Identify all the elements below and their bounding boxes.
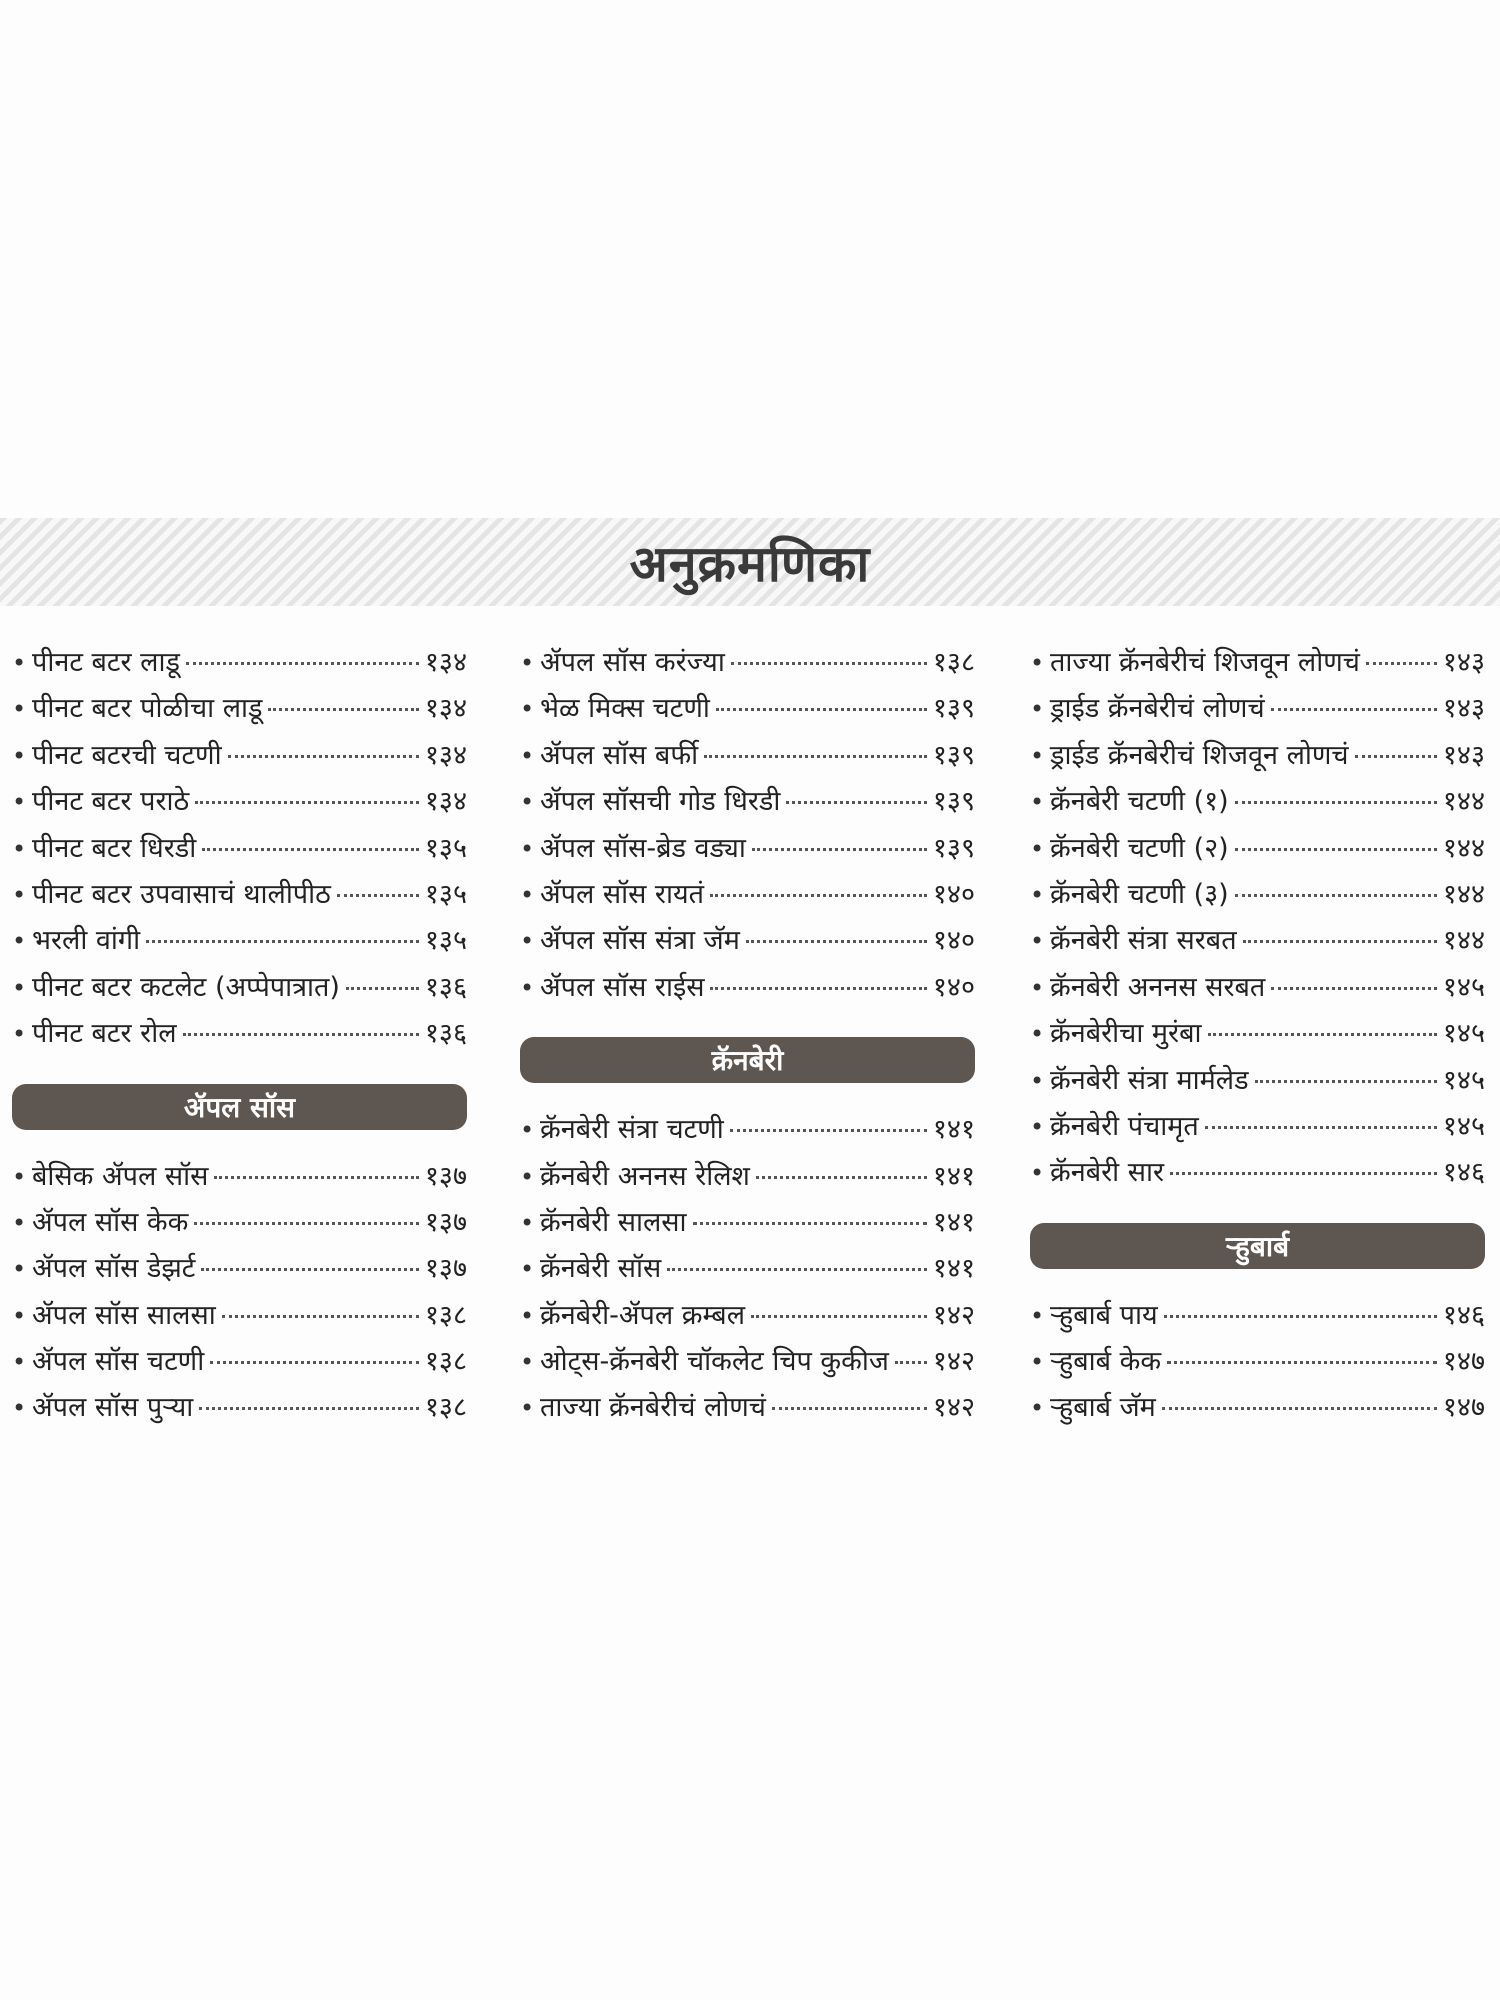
bullet-icon: • <box>1030 1348 1045 1377</box>
dot-leader <box>186 662 419 665</box>
dot-leader <box>756 1176 927 1179</box>
dot-leader <box>667 1268 927 1271</box>
bullet-icon: • <box>520 741 535 770</box>
entry-page-number: १४१ <box>932 1206 975 1238</box>
bullet-icon: • <box>12 741 27 770</box>
dot-leader <box>1235 848 1437 851</box>
dot-leader <box>1235 894 1437 897</box>
entry-name: क्रॅनबेरी सार <box>1050 1157 1165 1189</box>
bullet-icon: • <box>520 695 535 724</box>
bullet-icon: • <box>12 1301 27 1330</box>
dot-leader <box>751 1315 927 1318</box>
dot-leader <box>1243 940 1437 943</box>
index-entry[interactable] <box>1030 1011 1485 1057</box>
entry-name: क्रॅनबेरी अननस सरबत <box>1050 971 1266 1003</box>
entry-name: पीनट बटर कटलेट (अप्पेपात्रात) <box>32 971 340 1003</box>
index-entry[interactable] <box>520 1385 975 1431</box>
index-entry[interactable] <box>520 1107 975 1153</box>
index-entry[interactable] <box>520 1154 975 1200</box>
bullet-icon: • <box>520 973 535 1002</box>
bullet-icon: • <box>1030 1394 1045 1423</box>
index-entry[interactable] <box>1030 686 1485 732</box>
index-entry[interactable] <box>12 1293 467 1339</box>
index-entry[interactable] <box>520 686 975 732</box>
entry-page-number: १३६ <box>424 1018 467 1050</box>
entry-name: पीनट बटर धिरडी <box>32 832 197 864</box>
index-entry[interactable] <box>12 640 467 686</box>
entry-name: क्रॅनबेरी संत्रा सरबत <box>1050 925 1237 957</box>
dot-leader <box>1271 987 1437 990</box>
bullet-icon: • <box>12 880 27 909</box>
bullet-icon: • <box>12 973 27 1002</box>
entry-list <box>520 640 975 1011</box>
bullet-icon: • <box>520 1162 535 1191</box>
dot-leader <box>772 1407 927 1410</box>
index-entry[interactable] <box>12 1011 467 1057</box>
entry-name: क्रॅनबेरी अननस रेलिश <box>540 1160 750 1192</box>
bullet-icon: • <box>1030 1159 1045 1188</box>
section-heading: ऱ्हुबार्ब <box>1030 1223 1485 1269</box>
entry-name: भरली वांगी <box>32 925 141 957</box>
dot-leader <box>730 1129 927 1132</box>
dot-leader <box>1164 1315 1437 1318</box>
dot-leader <box>1271 708 1437 711</box>
dot-leader <box>199 1407 419 1410</box>
entry-page-number: १४५ <box>1442 1018 1485 1050</box>
bullet-icon: • <box>12 1020 27 1049</box>
index-column-1 <box>12 640 467 1432</box>
entry-page-number: १४१ <box>932 1114 975 1146</box>
index-entry[interactable] <box>12 918 467 964</box>
entry-page-number: १३४ <box>424 693 467 725</box>
entry-name: क्रॅनबेरी संत्रा चटणी <box>540 1114 724 1146</box>
dot-leader <box>693 1222 927 1225</box>
index-entry[interactable] <box>1030 1293 1485 1339</box>
entry-page-number: १३८ <box>932 647 975 678</box>
entry-name: ॲपल सॉस बर्फी <box>540 739 699 771</box>
bullet-icon: • <box>1030 1020 1045 1049</box>
bullet-icon: • <box>1030 1301 1045 1330</box>
bullet-icon: • <box>12 1208 27 1237</box>
dot-leader <box>222 1315 419 1318</box>
bullet-icon: • <box>12 834 27 863</box>
index-entry[interactable] <box>520 872 975 918</box>
index-entry[interactable] <box>12 1246 467 1292</box>
entry-page-number: १३५ <box>424 832 467 864</box>
bullet-icon: • <box>520 927 535 956</box>
dot-leader <box>710 987 926 990</box>
index-entry[interactable] <box>520 640 975 686</box>
dot-leader <box>786 801 927 804</box>
index-entry[interactable] <box>12 872 467 918</box>
entry-list <box>12 1154 467 1432</box>
dot-leader <box>1208 1033 1437 1036</box>
entry-page-number: १४४ <box>1442 786 1485 818</box>
entry-list <box>12 640 467 1058</box>
entry-name: ॲपल सॉस संत्रा जॅम <box>540 925 740 957</box>
dot-leader <box>746 940 927 943</box>
entry-name: ॲपल सॉसची गोड धिरडी <box>540 786 781 818</box>
index-column-3 <box>1030 640 1485 1432</box>
entry-page-number: १३९ <box>932 693 975 725</box>
entry-name: क्रॅनबेरी-ॲपल क्रम्बल <box>540 1299 746 1331</box>
index-entry[interactable] <box>12 1339 467 1385</box>
entry-page-number: १४४ <box>1442 832 1485 864</box>
entry-name: क्रॅनबेरी सालसा <box>540 1206 687 1238</box>
dot-leader <box>202 848 419 851</box>
bullet-icon: • <box>520 880 535 909</box>
index-entry[interactable] <box>1030 1104 1485 1150</box>
index-entry[interactable] <box>1030 826 1485 872</box>
entry-name: ड्राईड क्रॅनबेरीचं लोणचं <box>1050 693 1265 725</box>
entry-page-number: १३७ <box>424 1253 467 1285</box>
entry-page-number: १३८ <box>424 1346 467 1378</box>
entry-name: ऱ्हुबार्ब पाय <box>1050 1299 1158 1331</box>
entry-name: ॲपल सॉस करंज्या <box>540 647 725 678</box>
dot-leader <box>710 894 927 897</box>
entry-name: क्रॅनबेरीचा मुरंबा <box>1050 1018 1202 1050</box>
entry-name: ॲपल सॉस-ब्रेड वड्या <box>540 832 746 864</box>
entry-list <box>1030 1293 1485 1432</box>
index-entry[interactable] <box>12 1200 467 1246</box>
entry-name: ॲपल सॉस सालसा <box>32 1299 216 1331</box>
dot-leader <box>214 1176 419 1179</box>
dot-leader <box>752 848 927 851</box>
index-entry[interactable] <box>520 1339 975 1385</box>
entry-page-number: १३९ <box>932 832 975 864</box>
bullet-icon: • <box>12 927 27 956</box>
entry-page-number: १३४ <box>424 786 467 818</box>
dot-leader <box>716 708 927 711</box>
index-entry[interactable] <box>520 779 975 825</box>
dot-leader <box>1167 1361 1437 1364</box>
entry-name: ॲपल सॉस डेझर्ट <box>32 1253 196 1285</box>
dot-leader <box>201 1268 418 1271</box>
entry-list <box>1030 640 1485 1197</box>
dot-leader <box>1162 1407 1437 1410</box>
dot-leader <box>731 662 927 665</box>
entry-page-number: १३५ <box>424 925 467 957</box>
index-entry[interactable] <box>1030 1339 1485 1385</box>
entry-page-number: १४४ <box>1442 925 1485 957</box>
entry-page-number: १४५ <box>1442 971 1485 1003</box>
bullet-icon: • <box>1030 1066 1045 1095</box>
entry-name: पीनट बटर पोळीचा लाडू <box>32 693 263 725</box>
bullet-icon: • <box>1030 741 1045 770</box>
index-entry[interactable] <box>1030 918 1485 964</box>
index-entry[interactable] <box>520 1246 975 1292</box>
dot-leader <box>183 1033 419 1036</box>
entry-page-number: १३७ <box>424 1206 467 1238</box>
entry-page-number: १३५ <box>424 878 467 910</box>
entry-name: ॲपल सॉस केक <box>32 1206 189 1238</box>
entry-page-number: १३९ <box>932 739 975 771</box>
entry-page-number: १४१ <box>932 1253 975 1285</box>
dot-leader <box>210 1361 419 1364</box>
dot-leader <box>704 755 927 758</box>
entry-page-number: १३४ <box>424 647 467 678</box>
bullet-icon: • <box>520 788 535 817</box>
dot-leader <box>146 940 419 943</box>
entry-name: ऱ्हुबार्ब जॅम <box>1050 1392 1156 1424</box>
bullet-icon: • <box>1030 973 1045 1002</box>
dot-leader <box>1205 1126 1437 1129</box>
index-entry[interactable] <box>12 1154 467 1200</box>
bullet-icon: • <box>520 1116 535 1145</box>
index-column-2 <box>520 640 975 1432</box>
dot-leader <box>195 801 419 804</box>
entry-name: भेळ मिक्स चटणी <box>540 693 710 725</box>
bullet-icon: • <box>1030 1112 1045 1141</box>
entry-name: ताज्या क्रॅनबेरीचं शिजवून लोणचं <box>1050 647 1360 678</box>
bullet-icon: • <box>12 649 27 677</box>
entry-page-number: १४५ <box>1442 1110 1485 1142</box>
entry-name: क्रॅनबेरी संत्रा मार्मलेड <box>1050 1064 1249 1096</box>
entry-name: पीनट बटरची चटणी <box>32 739 222 771</box>
entry-page-number: १४७ <box>1442 1346 1485 1378</box>
entry-page-number: १४३ <box>1442 693 1485 725</box>
entry-page-number: १४६ <box>1442 1157 1485 1189</box>
bullet-icon: • <box>520 1348 535 1377</box>
entry-name: क्रॅनबेरी चटणी (३) <box>1050 878 1229 910</box>
entry-name: क्रॅनबेरी सॉस <box>540 1253 662 1285</box>
entry-page-number: १३४ <box>424 739 467 771</box>
index-entry[interactable] <box>1030 733 1485 779</box>
index-entry[interactable] <box>1030 1150 1485 1196</box>
entry-page-number: १४५ <box>1442 1064 1485 1096</box>
entry-page-number: १४७ <box>1442 1392 1485 1424</box>
index-entry[interactable] <box>12 965 467 1011</box>
bullet-icon: • <box>520 1255 535 1284</box>
entry-name: पीनट बटर लाडू <box>32 647 180 678</box>
bullet-icon: • <box>12 1394 27 1423</box>
entry-name: ताज्या क्रॅनबेरीचं लोणचं <box>540 1392 766 1424</box>
index-entry[interactable] <box>1030 1058 1485 1104</box>
entry-name: ड्राईड क्रॅनबेरीचं शिजवून लोणचं <box>1050 739 1349 771</box>
bullet-icon: • <box>1030 788 1045 817</box>
entry-page-number: १४२ <box>932 1392 975 1424</box>
entry-page-number: १३८ <box>424 1299 467 1331</box>
index-entry[interactable] <box>1030 640 1485 686</box>
entry-page-number: १४० <box>932 925 975 957</box>
dot-leader <box>194 1222 418 1225</box>
entry-name: ऱ्हुबार्ब केक <box>1050 1346 1162 1378</box>
bullet-icon: • <box>12 1348 27 1377</box>
index-entry[interactable] <box>520 1293 975 1339</box>
page-title: अनुक्रमणिका <box>629 535 871 593</box>
dot-leader <box>268 708 418 711</box>
bullet-icon: • <box>520 834 535 863</box>
entry-list <box>520 1107 975 1432</box>
entry-name: ओट्स-क्रॅनबेरी चॉकलेट चिप कुकीज <box>540 1346 889 1378</box>
entry-page-number: १३७ <box>424 1160 467 1192</box>
index-entry[interactable] <box>520 1200 975 1246</box>
section-heading: क्रॅनबेरी <box>520 1037 975 1083</box>
entry-page-number: १३८ <box>424 1392 467 1424</box>
entry-name: क्रॅनबेरी चटणी (१) <box>1050 786 1229 818</box>
index-entry[interactable] <box>1030 1385 1485 1431</box>
bullet-icon: • <box>12 1255 27 1284</box>
index-entry[interactable] <box>1030 779 1485 825</box>
dot-leader <box>337 894 419 897</box>
entry-page-number: १४३ <box>1442 739 1485 771</box>
dot-leader <box>1366 662 1437 665</box>
entry-name: पीनट बटर उपवासाचं थालीपीठ <box>32 878 331 910</box>
entry-name: ॲपल सॉस राईस <box>540 971 705 1003</box>
dot-leader <box>1170 1172 1437 1175</box>
entry-name: पीनट बटर रोल <box>32 1018 177 1050</box>
entry-name: ॲपल सॉस रायतं <box>540 878 705 910</box>
entry-page-number: १४४ <box>1442 878 1485 910</box>
bullet-icon: • <box>12 1162 27 1191</box>
index-entry[interactable] <box>12 826 467 872</box>
entry-page-number: १४० <box>932 878 975 910</box>
bullet-icon: • <box>520 1208 535 1237</box>
entry-page-number: १४१ <box>932 1160 975 1192</box>
bullet-icon: • <box>1030 834 1045 863</box>
index-entry[interactable] <box>12 779 467 825</box>
dot-leader <box>1355 755 1437 758</box>
bullet-icon: • <box>1030 880 1045 909</box>
entry-name: क्रॅनबेरी पंचामृत <box>1050 1110 1199 1142</box>
dot-leader <box>346 987 419 990</box>
index-entry[interactable] <box>12 1385 467 1431</box>
entry-page-number: १३६ <box>424 971 467 1003</box>
entry-page-number: १४० <box>932 971 975 1003</box>
entry-name: ॲपल सॉस चटणी <box>32 1346 205 1378</box>
bullet-icon: • <box>12 788 27 817</box>
entry-page-number: १३९ <box>932 786 975 818</box>
dot-leader <box>1255 1080 1437 1083</box>
entry-page-number: १४३ <box>1442 647 1485 678</box>
title-banner <box>0 518 1500 606</box>
entry-page-number: १४६ <box>1442 1299 1485 1331</box>
index-entry[interactable] <box>520 918 975 964</box>
entry-page-number: १४२ <box>932 1346 975 1378</box>
entry-name: ॲपल सॉस पुऱ्या <box>32 1392 194 1424</box>
entry-name: बेसिक ॲपल सॉस <box>32 1160 209 1192</box>
bullet-icon: • <box>520 1301 535 1330</box>
index-entry[interactable] <box>520 826 975 872</box>
section-heading: ॲपल सॉस <box>12 1084 467 1130</box>
index-entry[interactable] <box>1030 965 1485 1011</box>
bullet-icon: • <box>1030 927 1045 956</box>
entry-name: पीनट बटर पराठे <box>32 786 190 818</box>
entry-name: क्रॅनबेरी चटणी (२) <box>1050 832 1229 864</box>
index-entry[interactable] <box>12 733 467 779</box>
dot-leader <box>1235 801 1437 804</box>
bullet-icon: • <box>12 695 27 724</box>
bullet-icon: • <box>520 1394 535 1423</box>
index-entry[interactable] <box>520 733 975 779</box>
bullet-icon: • <box>1030 695 1045 724</box>
bullet-icon: • <box>520 649 535 677</box>
entry-page-number: १४२ <box>932 1299 975 1331</box>
index-entry[interactable] <box>1030 872 1485 918</box>
dot-leader <box>228 755 419 758</box>
index-entry[interactable] <box>520 965 975 1011</box>
index-entry[interactable] <box>12 686 467 732</box>
dot-leader <box>895 1361 927 1364</box>
bullet-icon: • <box>1030 649 1045 677</box>
